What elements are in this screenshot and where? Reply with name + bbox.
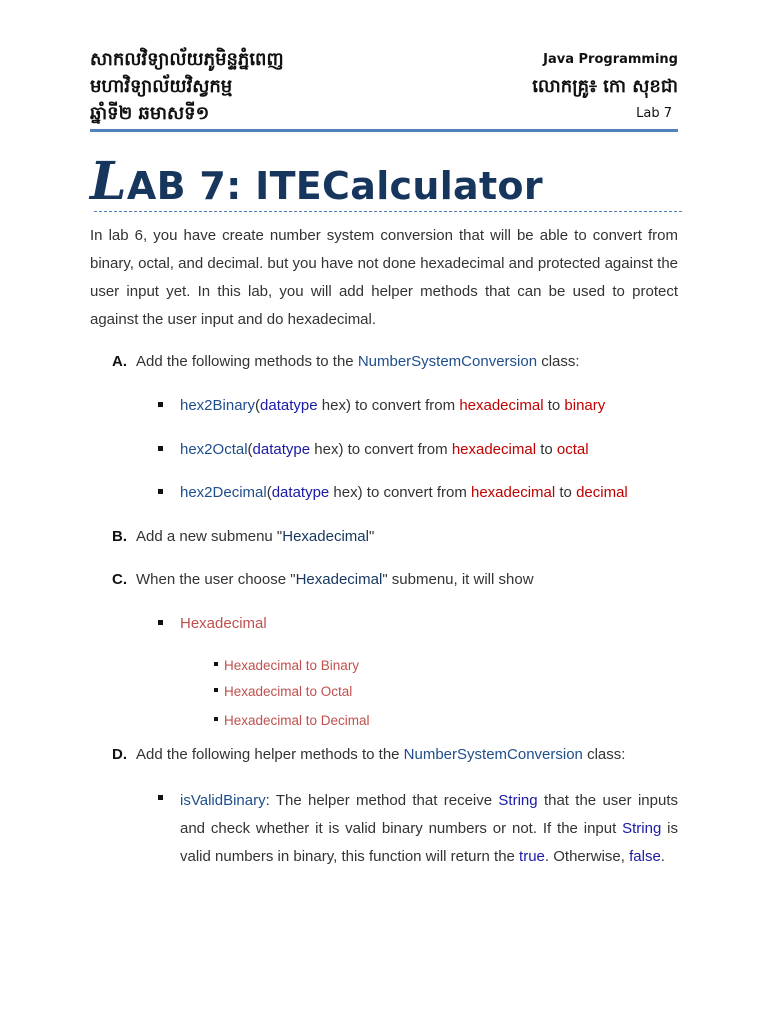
bullet-square-icon [158,489,163,494]
item-c [112,570,534,590]
header-left [90,46,284,127]
bullet-text: hex) to convert from [329,484,471,501]
method-bullet [158,396,605,416]
from-word: hexadecimal [451,441,537,458]
helper-text: . Otherwise, [544,848,630,865]
title-dotted-rule [94,211,682,212]
from-word: hexadecimal [470,484,556,501]
year-semester: ឆ្នាំទី២ ឆមាសទី១ [90,103,210,124]
datatype-word: datatype [271,484,330,501]
header-right [532,46,678,127]
item-b-letter: B. [112,528,127,545]
submenu-item-label: Hexadecimal to Binary [224,658,360,673]
submenu-item [214,683,352,701]
item-c-text: When the user choose " [136,571,296,588]
bullet-square-icon [158,446,163,451]
target-word: binary [564,397,606,414]
true-word: true [519,848,545,865]
submenu-item-label: Hexadecimal to Octal [224,684,353,699]
datatype-word: datatype [252,441,311,458]
item-d-letter: D. [112,746,127,763]
class-name: NumberSystemConversion [357,353,538,370]
paren: ( [266,484,272,501]
item-d-tail: class: [582,746,626,763]
item-b-tail: " [368,528,375,545]
item-a-text: Add the following methods to the [136,353,358,370]
hexadecimal-word: Hexadecimal [282,528,369,545]
institution-name: សាកលវិទ្យាល័យភូមិន្ទភ្នំពេញ [90,49,284,70]
item-b [112,527,374,547]
course-name: Java Programming [543,52,678,67]
submenu-title: Hexadecimal [180,615,267,632]
item-c-letter: C. [112,571,127,588]
bullet-square-icon [158,402,163,407]
helper-text: is valid numbers in binary, this function will return the [180,820,678,865]
intro-paragraph: In lab 6, you have create number system conversion that will be able to convert from binary, octal, and decimal. but you have not done hexadecimal and protected against the user input yet. In this lab, you will add helper methods that can be used to protect against the user input and do hexadecimal. [90,227,678,328]
page-header [90,46,678,132]
method-name: hex2Decimal [180,484,267,501]
paren: ( [255,397,261,414]
bullet-text: hex) to convert from [310,441,452,458]
helper-bullet-text [180,787,678,871]
item-a [112,352,580,372]
target-word: octal [556,441,589,458]
string-word: String [622,820,662,837]
item-a-letter: A. [112,353,127,370]
helper-text: that the user inputs and check whether it is valid binary numbers or not. If the input [180,792,679,837]
method-bullet [158,483,628,503]
header-rule [90,129,678,132]
item-d-text: Add the following helper methods to the [136,746,404,763]
to-word: to [555,484,577,501]
bullet-square-icon [158,795,163,800]
false-word: false [629,848,661,865]
lecturer-name: លោកគ្រូ៖ កោ សុខជា [532,76,678,97]
item-b-text: Add a new submenu " [136,528,283,545]
hexadecimal-word: Hexadecimal [295,571,383,588]
submenu-item [214,657,359,675]
method-name: hex2Octal [180,441,248,458]
lab-label: Lab 7 [636,106,672,121]
bullet-square-icon [158,620,163,625]
submenu-item-label: Hexadecimal to Decimal [224,713,370,728]
bullet-square-icon [214,688,218,692]
title-dropcap: L [90,151,127,212]
bullet-square-icon [214,717,218,721]
bullet-text: hex) to convert from [317,397,460,414]
method-bullet [158,440,589,460]
class-name: NumberSystemConversion [403,746,583,763]
submenu-item [214,712,370,730]
target-word: decimal [576,484,628,501]
faculty-name: មហាវិទ្យាល័យវិស្វកម្ម [90,76,233,97]
item-d [112,745,625,765]
title-text: AB 7: ITECalculator [126,164,543,208]
item-c-tail: " submenu, it will show [382,571,534,588]
paren: ( [247,441,253,458]
helper-text: . [660,848,665,865]
to-word: to [536,441,557,458]
item-a-tail: class: [537,353,580,370]
method-name: isValidBinary [180,792,266,809]
method-name: hex2Binary [180,397,256,414]
to-word: to [543,397,565,414]
submenu-bullet [158,614,267,634]
datatype-word: datatype [260,397,318,414]
page-title [90,151,543,212]
string-word: String [498,792,538,809]
from-word: hexadecimal [459,397,544,414]
helper-text: : The helper method that receive [265,792,499,809]
bullet-square-icon [214,662,218,666]
helper-bullet-marker [158,789,176,809]
